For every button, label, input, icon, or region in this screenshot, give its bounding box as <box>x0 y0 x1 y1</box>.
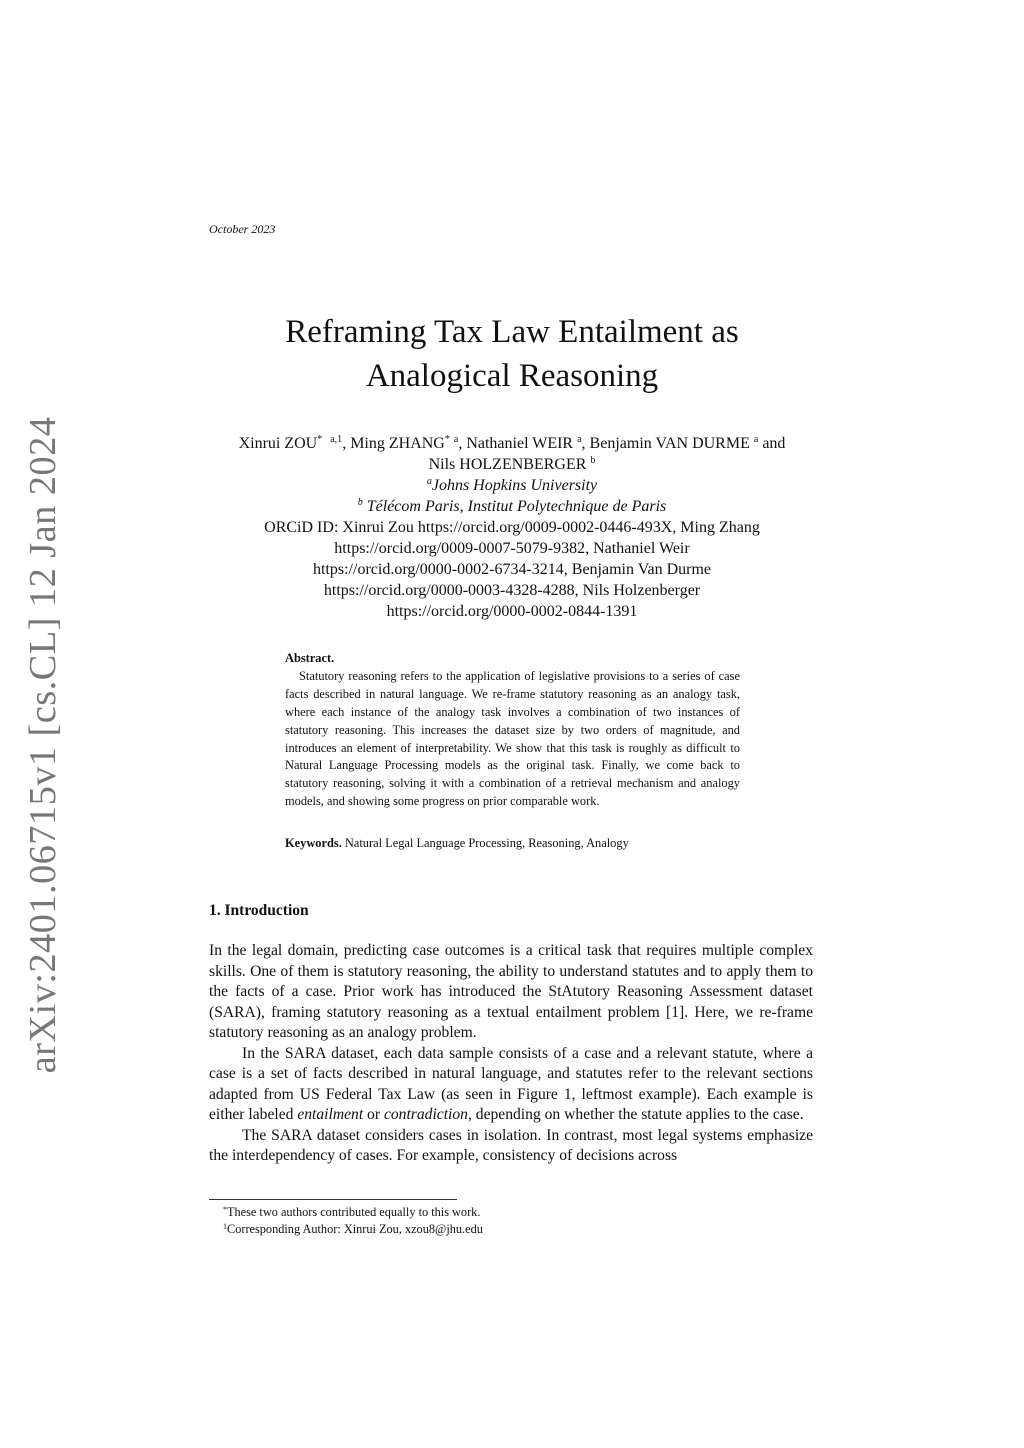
keywords-label: Keywords. <box>285 836 342 850</box>
equal-contrib-mark: * <box>317 434 323 445</box>
author-affiliation-mark: b <box>590 455 596 466</box>
author-name: , Ming ZHANG <box>342 435 445 452</box>
footnote-1 <box>223 1204 483 1221</box>
title-line-1: Reframing Tax Law Entailment as <box>285 314 739 350</box>
keywords-text: Natural Legal Language Processing, Reasoning, Analogy <box>341 836 629 850</box>
keywords <box>285 834 740 852</box>
orcid-line: ORCiD ID: Xinrui Zou https://orcid.org/0009-0002-0446-493X, Ming Zhang <box>264 519 760 536</box>
affiliation-b <box>200 496 824 517</box>
author-affiliation-mark: a <box>753 434 759 445</box>
abstract-text: Statutory reasoning refers to the application of legislative provisions to a series of case facts described in natural language. We re-frame statutory reasoning as an analogy task, where each instance of the analogy task involves a combination of two instances of statutory reasoning. This increases the dataset size by two orders of magnitude, and introduces an element of interpretability. We show that this task is roughly as difficult to Natural Language Processing models as the original task. Finally, we come back to statutory reasoning, solving it with a combination of a retrieval mechanism and analogy models, and showing some progress on prior comparable work. <box>285 668 740 809</box>
title-line-2: Analogical Reasoning <box>365 358 659 394</box>
intro-p2-text: , depending on whether the statute applies to the case. <box>467 1106 804 1123</box>
author-block <box>200 433 824 622</box>
intro-p2-text: In the SARA dataset, each data sample consists of a case and a relevant statute, where a case is a set of facts described in natural language, and statutes refer to the relevant sections adapted from US Federal Tax Law (as seen in Figure 1, leftmost example). Each example is either labeled <box>209 1044 813 1123</box>
affiliation-text: Télécom Paris, Institut Polytechnique de Paris <box>366 498 667 515</box>
intro-paragraph-1: In the legal domain, predicting case outcomes is a critical task that requires multiple complex skills. One of them is statutory reasoning, the ability to understand statutes and to apply them to the facts of a case. Prior work has introduced the StAtutory Reasoning Assessment dataset (SARA), framing statutory reasoning as a textual entailment problem [1]. Here, we re-frame statutory reasoning as an analogy problem. <box>209 942 813 1041</box>
affiliation-mark: a <box>426 476 432 487</box>
author-name: Nils HOLZENBERGER <box>428 456 587 473</box>
label-entailment: entailment <box>297 1106 364 1123</box>
author-affiliation-mark: a <box>453 434 459 445</box>
orcid-line: https://orcid.org/0000-0002-6734-3214, Benjamin Van Durme <box>312 561 712 578</box>
affiliation-text: Johns Hopkins University <box>431 477 598 494</box>
label-contradiction: contradiction <box>383 1106 468 1123</box>
author-conjunction: and <box>758 435 786 452</box>
author-name: , Nathaniel WEIR <box>458 435 574 452</box>
footnote-mark: 1 <box>223 1222 227 1231</box>
intro-paragraph-2 <box>209 1044 813 1126</box>
paper-date: October 2023 <box>209 222 276 236</box>
affiliation-a <box>200 475 824 496</box>
author-affiliation-mark: a <box>577 434 582 445</box>
author-name: , Benjamin VAN DURME <box>581 435 750 452</box>
abstract-heading: Abstract. <box>285 651 335 665</box>
abstract <box>285 650 740 811</box>
affiliation-mark: b <box>357 497 363 508</box>
arxiv-stamp: arXiv:2401.06715v1 [cs.CL] 12 Jan 2024 <box>22 416 64 1074</box>
author-line-2 <box>200 454 824 475</box>
author-affiliation-mark: a,1 <box>330 434 343 445</box>
intro-paragraph-3: The SARA dataset considers cases in isolation. In contrast, most legal systems emphasize the interdependency of cases. For example, consistency of decisions across <box>209 1126 813 1164</box>
paper-title <box>0 310 1024 398</box>
footnote-2 <box>223 1221 483 1238</box>
intro-p2-text: or <box>363 1106 384 1123</box>
introduction-body <box>209 941 813 1167</box>
footnote-text: These two authors contributed equally to this work. <box>227 1205 481 1219</box>
author-name: Xinrui ZOU <box>238 435 318 452</box>
author-line-1 <box>200 433 824 454</box>
orcid-line: https://orcid.org/0009-0007-5079-9382, Nathaniel Weir <box>334 540 690 557</box>
orcid-line: https://orcid.org/0000-0003-4328-4288, Nils Holzenberger <box>323 582 701 599</box>
section-heading-introduction: 1. Introduction <box>209 902 309 919</box>
equal-contrib-mark: * <box>444 434 450 445</box>
footnote-mark: * <box>223 1205 227 1214</box>
orcid-line: https://orcid.org/0000-0002-0844-1391 <box>386 603 638 620</box>
footnote-text: Corresponding Author: Xinrui Zou, xzou8@jhu.edu <box>227 1222 483 1236</box>
footnotes <box>223 1204 483 1238</box>
footnote-divider <box>209 1199 457 1200</box>
